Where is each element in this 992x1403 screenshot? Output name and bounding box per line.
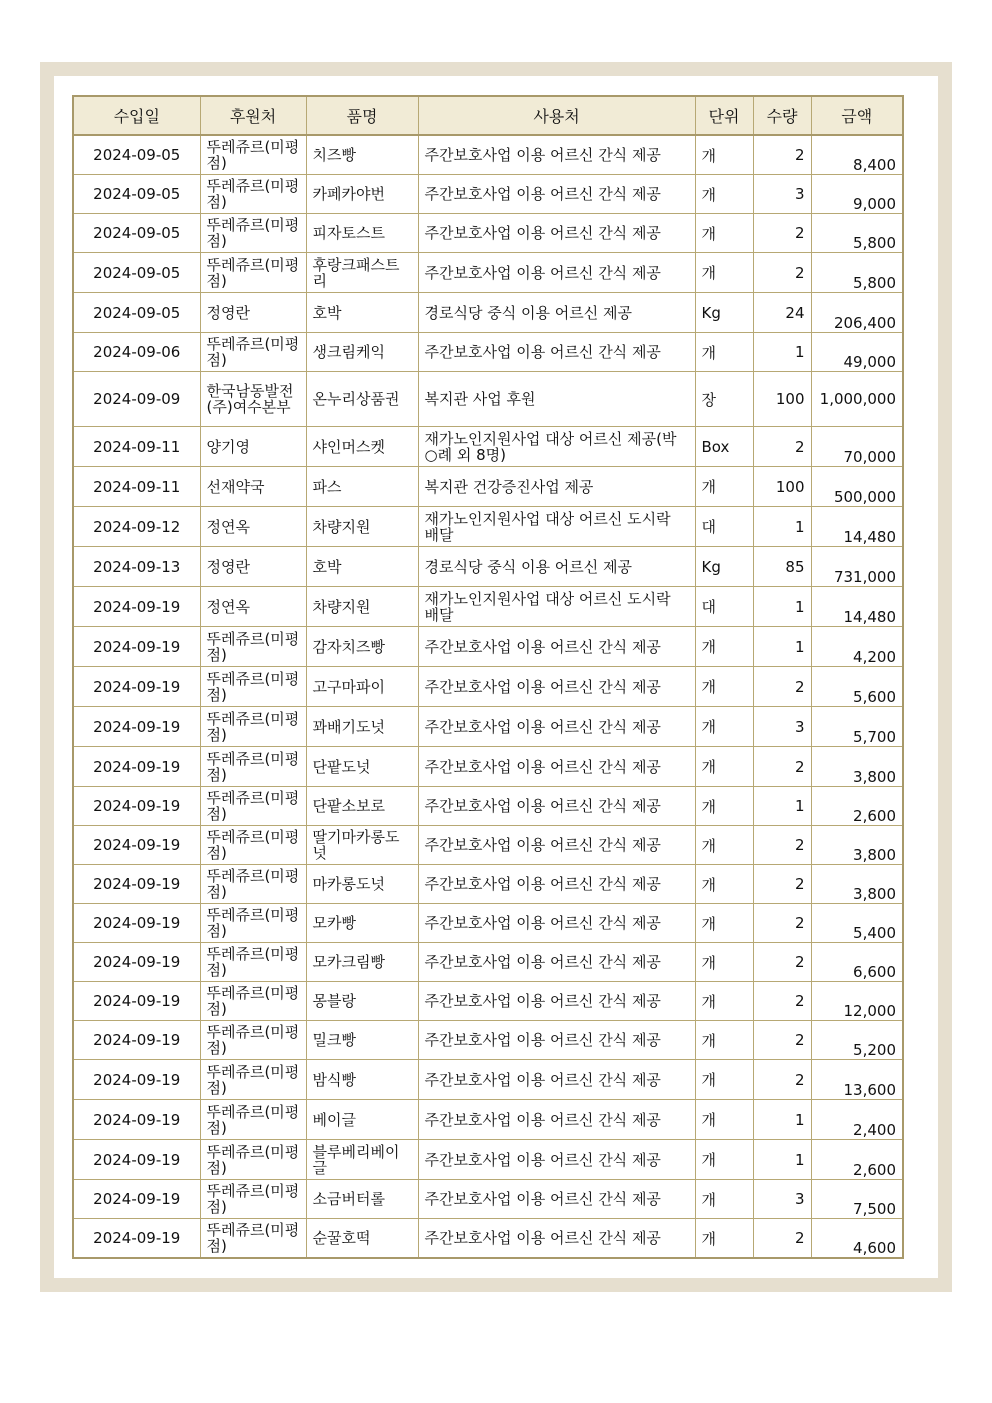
cell-quantity: 2 (753, 135, 811, 175)
cell-unit: Box (695, 427, 753, 467)
cell-usage: 주간보호사업 이용 어르신 간식 제공 (418, 1100, 695, 1140)
table-row (73, 333, 903, 372)
cell-donor: 뚜레쥬르(미평점) (200, 1021, 306, 1060)
cell-amount: 4,200 (811, 627, 903, 667)
cell-unit: 개 (695, 982, 753, 1021)
cell-unit: 개 (695, 865, 753, 904)
table-row (73, 747, 903, 787)
table-row (73, 372, 903, 427)
cell-amount: 206,400 (811, 293, 903, 333)
table-row (73, 1100, 903, 1140)
cell-item: 모카크림빵 (306, 943, 418, 982)
cell-donor: 뚜레쥬르(미평점) (200, 214, 306, 253)
cell-usage: 주간보호사업 이용 어르신 간식 제공 (418, 865, 695, 904)
cell-usage: 주간보호사업 이용 어르신 간식 제공 (418, 826, 695, 865)
cell-donor: 뚜레쥬르(미평점) (200, 707, 306, 747)
cell-item: 피자토스트 (306, 214, 418, 253)
cell-usage: 주간보호사업 이용 어르신 간식 제공 (418, 747, 695, 787)
table-row (73, 865, 903, 904)
cell-item: 모카빵 (306, 904, 418, 943)
cell-item: 치즈빵 (306, 135, 418, 175)
cell-usage: 재가노인지원사업 대상 어르신 제공(박○례 외 8명) (418, 427, 695, 467)
cell-amount: 3,800 (811, 826, 903, 865)
cell-unit: 개 (695, 1140, 753, 1180)
header-quantity: 수량 (753, 96, 811, 135)
cell-quantity: 2 (753, 904, 811, 943)
cell-quantity: 2 (753, 865, 811, 904)
cell-amount: 7,500 (811, 1180, 903, 1219)
cell-donor: 뚜레쥬르(미평점) (200, 175, 306, 214)
cell-item: 베이글 (306, 1100, 418, 1140)
cell-usage: 주간보호사업 이용 어르신 간식 제공 (418, 1060, 695, 1100)
cell-amount: 3,800 (811, 747, 903, 787)
cell-donor: 뚜레쥬르(미평점) (200, 787, 306, 826)
table-row (73, 1021, 903, 1060)
table-row (73, 467, 903, 507)
cell-amount: 5,600 (811, 667, 903, 707)
table-row (73, 427, 903, 467)
cell-quantity: 100 (753, 372, 811, 427)
cell-unit: 개 (695, 1180, 753, 1219)
table-row (73, 826, 903, 865)
cell-usage: 주간보호사업 이용 어르신 간식 제공 (418, 214, 695, 253)
cell-usage: 주간보호사업 이용 어르신 간식 제공 (418, 175, 695, 214)
cell-quantity: 2 (753, 1060, 811, 1100)
cell-donor: 뚜레쥬르(미평점) (200, 1219, 306, 1259)
cell-date: 2024-09-19 (73, 1021, 200, 1060)
cell-unit: 개 (695, 943, 753, 982)
cell-donor: 뚜레쥬르(미평점) (200, 943, 306, 982)
cell-item: 후랑크패스트리 (306, 253, 418, 293)
cell-amount: 2,600 (811, 787, 903, 826)
cell-unit: 개 (695, 826, 753, 865)
cell-donor: 정연옥 (200, 507, 306, 547)
cell-amount: 5,200 (811, 1021, 903, 1060)
table-row (73, 547, 903, 587)
cell-unit: 개 (695, 1021, 753, 1060)
cell-quantity: 2 (753, 747, 811, 787)
cell-quantity: 3 (753, 175, 811, 214)
cell-item: 차량지원 (306, 507, 418, 547)
header-item: 품명 (306, 96, 418, 135)
cell-quantity: 3 (753, 707, 811, 747)
cell-unit: 장 (695, 372, 753, 427)
cell-item: 블루베리베이글 (306, 1140, 418, 1180)
cell-item: 순꿀호떡 (306, 1219, 418, 1259)
cell-usage: 재가노인지원사업 대상 어르신 도시락 배달 (418, 587, 695, 627)
cell-unit: 대 (695, 587, 753, 627)
cell-donor: 한국남동발전(주)여수본부 (200, 372, 306, 427)
header-unit: 단위 (695, 96, 753, 135)
cell-amount: 4,600 (811, 1219, 903, 1259)
cell-quantity: 2 (753, 826, 811, 865)
cell-donor: 정영란 (200, 293, 306, 333)
cell-date: 2024-09-11 (73, 467, 200, 507)
cell-amount: 12,000 (811, 982, 903, 1021)
cell-donor: 뚜레쥬르(미평점) (200, 1060, 306, 1100)
cell-donor: 뚜레쥬르(미평점) (200, 667, 306, 707)
cell-item: 카페카야번 (306, 175, 418, 214)
cell-usage: 주간보호사업 이용 어르신 간식 제공 (418, 707, 695, 747)
cell-date: 2024-09-06 (73, 333, 200, 372)
cell-usage: 주간보호사업 이용 어르신 간식 제공 (418, 787, 695, 826)
cell-amount: 49,000 (811, 333, 903, 372)
table-row (73, 507, 903, 547)
cell-usage: 주간보호사업 이용 어르신 간식 제공 (418, 982, 695, 1021)
cell-usage: 주간보호사업 이용 어르신 간식 제공 (418, 1180, 695, 1219)
cell-unit: 개 (695, 214, 753, 253)
cell-amount: 1,000,000 (811, 372, 903, 427)
cell-usage: 복지관 건강증진사업 제공 (418, 467, 695, 507)
cell-amount: 9,000 (811, 175, 903, 214)
cell-usage: 주간보호사업 이용 어르신 간식 제공 (418, 135, 695, 175)
cell-date: 2024-09-19 (73, 982, 200, 1021)
table-row (73, 667, 903, 707)
cell-quantity: 85 (753, 547, 811, 587)
cell-item: 감자치즈빵 (306, 627, 418, 667)
cell-item: 꽈배기도넛 (306, 707, 418, 747)
cell-unit: 개 (695, 787, 753, 826)
cell-quantity: 2 (753, 427, 811, 467)
cell-unit: 개 (695, 627, 753, 667)
cell-date: 2024-09-12 (73, 507, 200, 547)
table-row (73, 175, 903, 214)
cell-unit: 개 (695, 1100, 753, 1140)
cell-date: 2024-09-05 (73, 214, 200, 253)
cell-quantity: 2 (753, 667, 811, 707)
table-row (73, 1140, 903, 1180)
cell-quantity: 1 (753, 1140, 811, 1180)
cell-unit: 개 (695, 1219, 753, 1259)
cell-donor: 뚜레쥬르(미평점) (200, 253, 306, 293)
cell-quantity: 2 (753, 1219, 811, 1259)
table-row (73, 1060, 903, 1100)
cell-amount: 5,700 (811, 707, 903, 747)
cell-date: 2024-09-19 (73, 667, 200, 707)
cell-donor: 뚜레쥬르(미평점) (200, 865, 306, 904)
cell-quantity: 1 (753, 333, 811, 372)
cell-quantity: 2 (753, 1021, 811, 1060)
cell-date: 2024-09-19 (73, 1060, 200, 1100)
cell-item: 몽블랑 (306, 982, 418, 1021)
cell-date: 2024-09-05 (73, 293, 200, 333)
table-row (73, 1219, 903, 1259)
cell-item: 소금버터롤 (306, 1180, 418, 1219)
table-body (73, 135, 903, 1258)
cell-item: 파스 (306, 467, 418, 507)
cell-donor: 뚜레쥬르(미평점) (200, 826, 306, 865)
cell-usage: 주간보호사업 이용 어르신 간식 제공 (418, 253, 695, 293)
cell-date: 2024-09-19 (73, 747, 200, 787)
cell-unit: 개 (695, 253, 753, 293)
cell-quantity: 1 (753, 507, 811, 547)
cell-donor: 양기영 (200, 427, 306, 467)
table-row (73, 982, 903, 1021)
cell-usage: 재가노인지원사업 대상 어르신 도시락 배달 (418, 507, 695, 547)
cell-date: 2024-09-19 (73, 627, 200, 667)
cell-item: 호박 (306, 547, 418, 587)
cell-usage: 주간보호사업 이용 어르신 간식 제공 (418, 667, 695, 707)
cell-date: 2024-09-19 (73, 707, 200, 747)
cell-quantity: 1 (753, 587, 811, 627)
cell-usage: 주간보호사업 이용 어르신 간식 제공 (418, 1140, 695, 1180)
cell-amount: 500,000 (811, 467, 903, 507)
donation-ledger-table (72, 95, 904, 1259)
cell-unit: 개 (695, 904, 753, 943)
cell-amount: 731,000 (811, 547, 903, 587)
table-row (73, 135, 903, 175)
header-date: 수입일 (73, 96, 200, 135)
cell-date: 2024-09-09 (73, 372, 200, 427)
cell-date: 2024-09-19 (73, 904, 200, 943)
header-usage: 사용처 (418, 96, 695, 135)
table-row (73, 1180, 903, 1219)
cell-donor: 뚜레쥬르(미평점) (200, 627, 306, 667)
table-row (73, 587, 903, 627)
cell-amount: 8,400 (811, 135, 903, 175)
cell-amount: 14,480 (811, 507, 903, 547)
cell-item: 딸기마카롱도넛 (306, 826, 418, 865)
cell-unit: 개 (695, 1060, 753, 1100)
cell-donor: 뚜레쥬르(미평점) (200, 904, 306, 943)
header-donor: 후원처 (200, 96, 306, 135)
cell-unit: 개 (695, 333, 753, 372)
cell-unit: 개 (695, 667, 753, 707)
cell-date: 2024-09-19 (73, 1100, 200, 1140)
cell-date: 2024-09-05 (73, 253, 200, 293)
cell-quantity: 3 (753, 1180, 811, 1219)
cell-date: 2024-09-19 (73, 587, 200, 627)
cell-date: 2024-09-19 (73, 787, 200, 826)
cell-item: 생크림케익 (306, 333, 418, 372)
cell-usage: 주간보호사업 이용 어르신 간식 제공 (418, 333, 695, 372)
table-row (73, 707, 903, 747)
header-amount: 금액 (811, 96, 903, 135)
cell-amount: 5,800 (811, 214, 903, 253)
cell-quantity: 2 (753, 253, 811, 293)
cell-date: 2024-09-19 (73, 1140, 200, 1180)
cell-usage: 주간보호사업 이용 어르신 간식 제공 (418, 904, 695, 943)
cell-usage: 주간보호사업 이용 어르신 간식 제공 (418, 943, 695, 982)
table-row (73, 904, 903, 943)
cell-donor: 뚜레쥬르(미평점) (200, 135, 306, 175)
cell-item: 고구마파이 (306, 667, 418, 707)
cell-item: 차량지원 (306, 587, 418, 627)
cell-quantity: 2 (753, 214, 811, 253)
cell-amount: 3,800 (811, 865, 903, 904)
cell-quantity: 2 (753, 982, 811, 1021)
cell-donor: 정영란 (200, 547, 306, 587)
cell-unit: Kg (695, 547, 753, 587)
cell-unit: Kg (695, 293, 753, 333)
table-row (73, 253, 903, 293)
table-header-row (73, 96, 903, 135)
cell-unit: 개 (695, 175, 753, 214)
cell-item: 마카롱도넛 (306, 865, 418, 904)
cell-date: 2024-09-05 (73, 135, 200, 175)
cell-date: 2024-09-19 (73, 826, 200, 865)
cell-amount: 2,400 (811, 1100, 903, 1140)
cell-quantity: 100 (753, 467, 811, 507)
cell-date: 2024-09-13 (73, 547, 200, 587)
cell-usage: 경로식당 중식 이용 어르신 제공 (418, 293, 695, 333)
cell-donor: 뚜레쥬르(미평점) (200, 1180, 306, 1219)
cell-donor: 선재약국 (200, 467, 306, 507)
cell-quantity: 1 (753, 1100, 811, 1140)
cell-item: 단팥도넛 (306, 747, 418, 787)
cell-donor: 정연옥 (200, 587, 306, 627)
cell-date: 2024-09-19 (73, 865, 200, 904)
cell-item: 온누리상품권 (306, 372, 418, 427)
cell-donor: 뚜레쥬르(미평점) (200, 1140, 306, 1180)
cell-item: 호박 (306, 293, 418, 333)
cell-unit: 개 (695, 707, 753, 747)
cell-quantity: 1 (753, 627, 811, 667)
cell-donor: 뚜레쥬르(미평점) (200, 982, 306, 1021)
cell-quantity: 24 (753, 293, 811, 333)
cell-unit: 개 (695, 135, 753, 175)
cell-usage: 주간보호사업 이용 어르신 간식 제공 (418, 1219, 695, 1259)
cell-quantity: 1 (753, 787, 811, 826)
cell-item: 단팥소보로 (306, 787, 418, 826)
cell-donor: 뚜레쥬르(미평점) (200, 747, 306, 787)
cell-amount: 14,480 (811, 587, 903, 627)
table-row (73, 214, 903, 253)
cell-date: 2024-09-11 (73, 427, 200, 467)
cell-usage: 복지관 사업 후원 (418, 372, 695, 427)
cell-donor: 뚜레쥬르(미평점) (200, 1100, 306, 1140)
cell-date: 2024-09-19 (73, 943, 200, 982)
cell-date: 2024-09-05 (73, 175, 200, 214)
cell-amount: 70,000 (811, 427, 903, 467)
cell-unit: 대 (695, 507, 753, 547)
cell-usage: 경로식당 중식 이용 어르신 제공 (418, 547, 695, 587)
cell-date: 2024-09-19 (73, 1180, 200, 1219)
cell-usage: 주간보호사업 이용 어르신 간식 제공 (418, 627, 695, 667)
table-row (73, 293, 903, 333)
cell-unit: 개 (695, 747, 753, 787)
cell-amount: 5,800 (811, 253, 903, 293)
cell-amount: 13,600 (811, 1060, 903, 1100)
table-row (73, 627, 903, 667)
cell-amount: 5,400 (811, 904, 903, 943)
cell-item: 샤인머스켓 (306, 427, 418, 467)
cell-item: 밀크빵 (306, 1021, 418, 1060)
cell-donor: 뚜레쥬르(미평점) (200, 333, 306, 372)
cell-quantity: 2 (753, 943, 811, 982)
cell-usage: 주간보호사업 이용 어르신 간식 제공 (418, 1021, 695, 1060)
cell-amount: 6,600 (811, 943, 903, 982)
cell-amount: 2,600 (811, 1140, 903, 1180)
cell-unit: 개 (695, 467, 753, 507)
cell-date: 2024-09-19 (73, 1219, 200, 1259)
cell-item: 밤식빵 (306, 1060, 418, 1100)
table-row (73, 787, 903, 826)
table-row (73, 943, 903, 982)
